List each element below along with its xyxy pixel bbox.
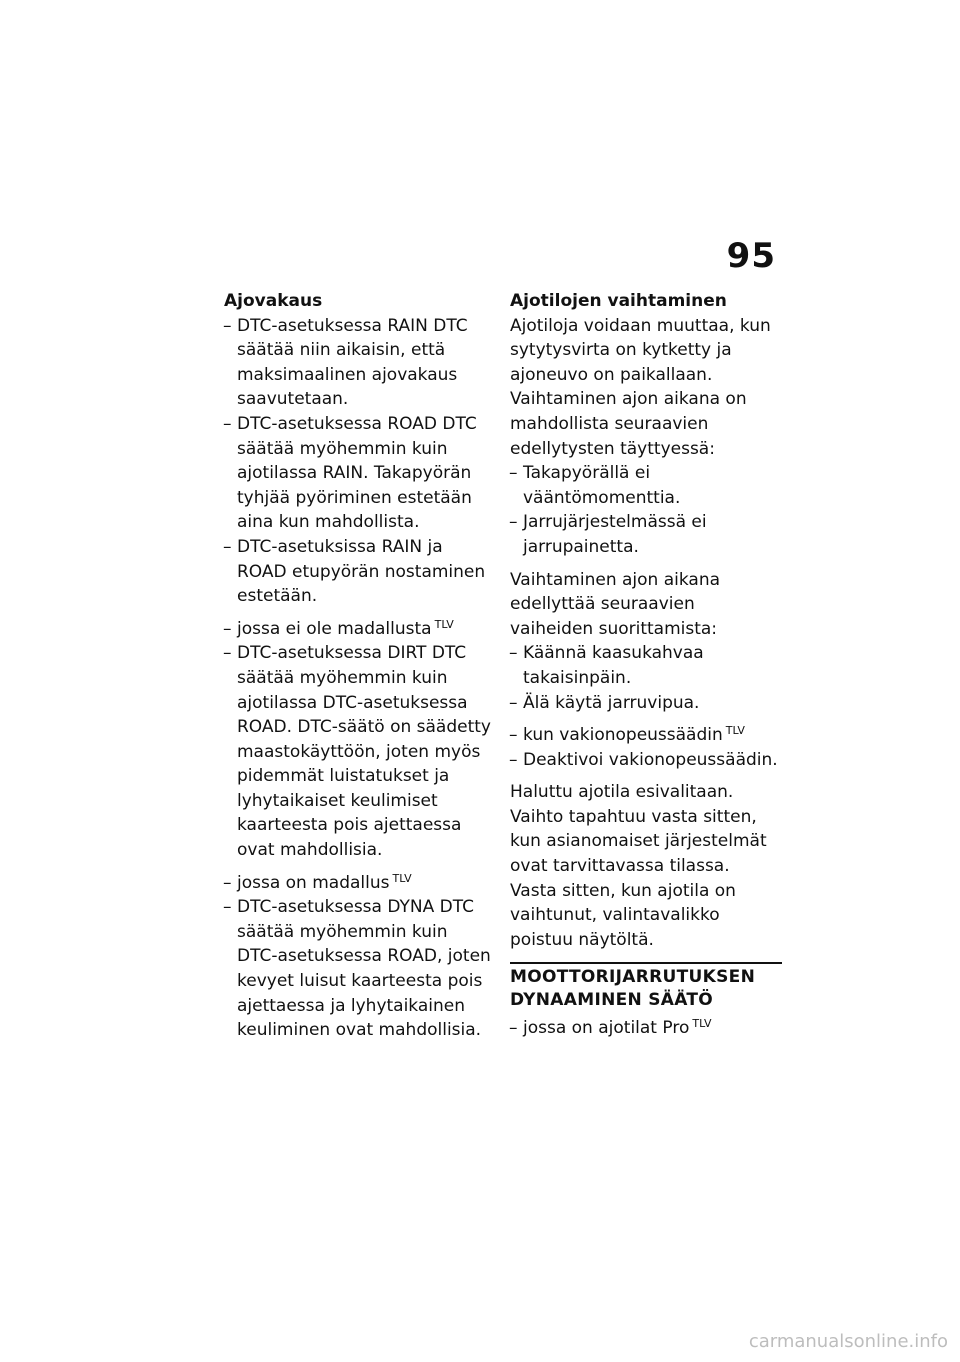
intro-paragraph: Ajotiloja voidaan muuttaa, kun sytytysvirta on kytketty ja ajoneuvo on paikallaan. Vaihtaminen ajon aikana on mahdollista seuraavien edellytysten täyttyessä: (510, 315, 771, 459)
list-dirt (224, 641, 492, 862)
section-title: MOOTTORIJARRUTUKSEN DYNAAMINEN SÄÄTÖ (510, 967, 756, 1011)
condition-text: jossa ei ole madallusta (237, 618, 432, 639)
list-item: – Deaktivoi vakionopeussäädin. (510, 748, 782, 773)
condition-text: kun vakionopeussäädin (523, 725, 723, 746)
condition-text: jossa on ajotilat Pro (523, 1018, 690, 1039)
list-item: – DTC-asetuksissa RAIN ja ROAD etupyörän nostaminen estetään. (224, 535, 492, 609)
condition-item (510, 1016, 782, 1041)
list-dyna (224, 895, 492, 1043)
watermark: carmanualsonline.info (748, 1331, 948, 1352)
condition-pro-modes (510, 1016, 782, 1041)
list-riding-stability (224, 314, 492, 609)
list-item: – DTC-asetuksessa DYNA DTC säätää myöhemmin kuin DTC-asetuksessa ROAD, joten kevyet luisut kaarteesta pois ajettaessa ja lyhytaikainen keuliminen ovat mahdollisia. (224, 895, 492, 1043)
list-cruise (510, 748, 782, 773)
tlv-superscript: TLV (692, 1017, 712, 1031)
tlv-superscript: TLV (725, 724, 745, 738)
tlv-superscript: TLV (392, 871, 412, 885)
condition-item (224, 617, 492, 642)
section-divider (510, 962, 782, 964)
list-item: – DTC-asetuksessa ROAD DTC säätää myöhemmin kuin ajotilassa RAIN. Takapyörän tyhjää pyöriminen estetään aina kun mahdollista. (224, 412, 492, 535)
list-item: – Jarrujärjestelmässä ei jarrupainetta. (510, 510, 782, 559)
condition-item (224, 871, 492, 896)
list-conditions (510, 461, 782, 559)
condition-cruise-control (510, 723, 782, 748)
list-item: – DTC-asetuksessa DIRT DTC säätää myöhemmin kuin ajotilassa DTC-asetuksessa ROAD. DTC-säätö on säädetty maastokäyttöön, joten myös pidemmät luistatukset ja lyhytaikaiset keulimiset kaarteesta pois ajettaessa ovat mahdollisia. (224, 641, 492, 862)
menu-paragraph: Vasta sitten, kun ajotila on vaihtunut, valintavalikko poistuu näytöltä. (510, 880, 736, 950)
list-steps (510, 641, 782, 715)
list-item: – Älä käytä jarruvipua. (510, 691, 782, 716)
list-item: – Takapyörällä ei vääntömomenttia. (510, 461, 782, 510)
condition-no-lowering (224, 617, 492, 642)
right-column (510, 289, 782, 1041)
left-column (224, 289, 492, 1051)
tlv-superscript: TLV (434, 617, 454, 631)
condition-lowering (224, 871, 492, 896)
heading-ajotilojen-vaihtaminen: Ajotilojen vaihtaminen (510, 291, 727, 311)
condition-item (510, 723, 782, 748)
page-number: 95 (726, 236, 776, 276)
condition-text: jossa on madallus (237, 872, 390, 893)
preselect-paragraph: Haluttu ajotila esivalitaan. Vaihto tapahtuu vasta sitten, kun asianomaiset järjestelmät ovat tarvittavassa tilassa. (510, 782, 767, 877)
heading-ajovakaus: Ajovakaus (224, 291, 323, 311)
steps-paragraph: Vaihtaminen ajon aikana edellyttää seuraavien vaiheiden suorittamista: (510, 569, 721, 639)
list-item: – DTC-asetuksessa RAIN DTC säätää niin aikaisin, että maksimaalinen ajovakaus saavutetaan. (224, 314, 492, 412)
list-item: – Käännä kaasukahvaa takaisinpäin. (510, 641, 782, 690)
